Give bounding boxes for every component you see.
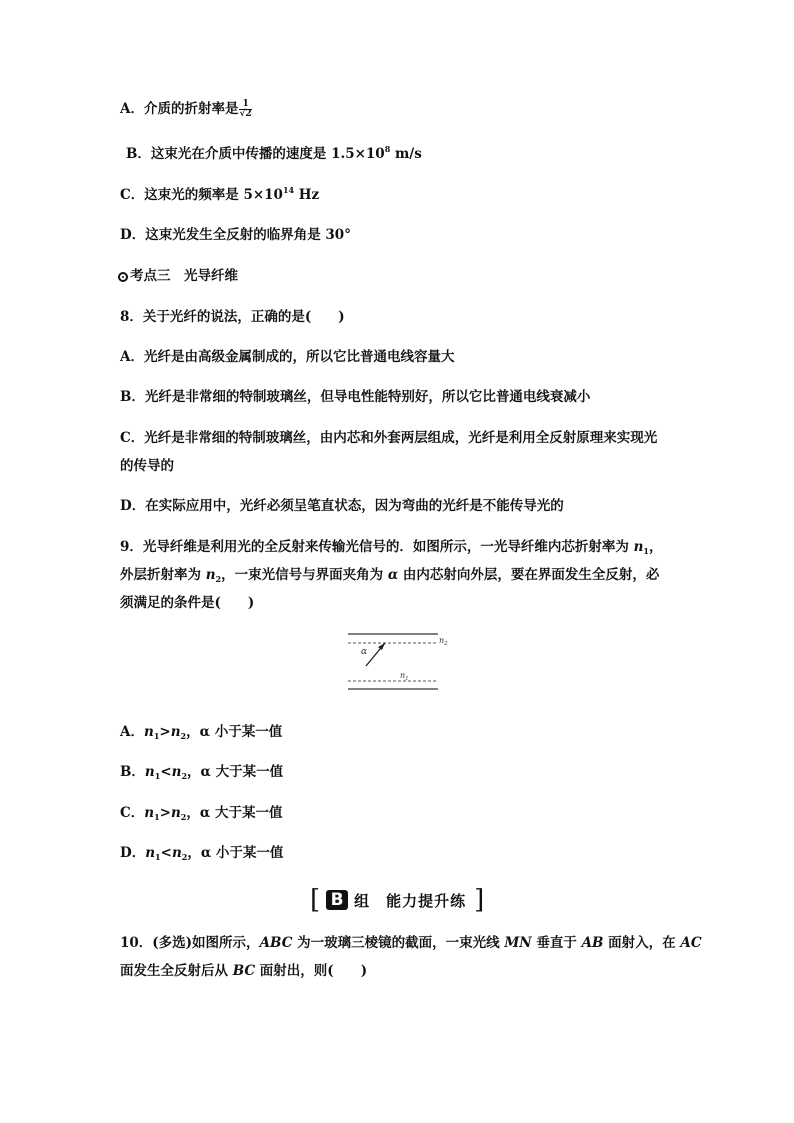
label-n1: $n_1$ — [400, 671, 409, 682]
option-sub: 1 — [153, 731, 160, 741]
q7-option-c-unit: Hz — [294, 187, 320, 203]
option-condition: α 大于某一值 — [200, 764, 284, 780]
q9-option-c — [120, 804, 282, 822]
option-var: n — [170, 724, 181, 740]
q9-option-d — [120, 844, 283, 862]
q9-var-sub: 2 — [215, 574, 222, 584]
q7-option-a-text: A．介质的折射率是 — [120, 101, 239, 117]
label-alpha: α — [361, 647, 368, 657]
q7-option-a — [120, 100, 252, 119]
q7-option-b — [126, 145, 422, 163]
q7-option-b-unit: m/s — [390, 146, 422, 162]
q9-stem-text: ， — [649, 539, 663, 555]
q10-text: 面发生全反射后从 — [120, 963, 233, 979]
q7-option-c-exponent: 14 — [282, 185, 295, 195]
option-sub: 1 — [154, 812, 160, 822]
option-relation: < — [160, 764, 172, 780]
q7-option-b-exponent: 8 — [384, 144, 391, 154]
q10-var: ABC — [259, 935, 293, 951]
q10-text: 垂直于 — [531, 935, 582, 951]
option-sub: 2 — [181, 771, 188, 781]
group-badge: B — [326, 890, 348, 910]
q9-stem-text: 外层折射率为 — [120, 567, 206, 583]
q7-option-d-text: D．这束光发生全反射的临界角是 30° — [120, 227, 351, 243]
option-letter: A． — [120, 724, 144, 740]
q9-option-b — [120, 763, 283, 781]
q10-var: BC — [232, 963, 256, 979]
q7-option-c — [120, 186, 319, 204]
q9-stem-line1 — [120, 538, 663, 556]
q8-stem: 8．关于光纤的说法，正确的是( ) — [120, 309, 345, 325]
q10-var: AC — [680, 935, 702, 951]
option-var: n — [144, 764, 155, 780]
label-n2: $n_2$ — [439, 636, 448, 647]
bracket-open: [ — [310, 885, 321, 915]
option-sep: ， — [187, 845, 201, 861]
target-icon — [118, 272, 128, 282]
q9-stem-text: ，一束光信号与界面夹角为 — [221, 567, 388, 583]
q10-stem-line2 — [120, 962, 367, 980]
q9-stem-text: 由内芯射向外层，要在界面发生全反射，必 — [398, 567, 660, 583]
option-relation: > — [159, 805, 171, 821]
option-condition: α 大于某一值 — [199, 805, 283, 821]
option-letter: C． — [120, 805, 145, 821]
option-var: n — [171, 845, 182, 861]
q7-option-b-text: B．这束光在介质中传播的速度是 1.5×10 — [126, 146, 385, 162]
q8-option-d: D．在实际应用中，光纤必须呈笔直状态，因为弯曲的光纤是不能传导光的 — [120, 498, 564, 514]
q10-text: 面射出，则( ) — [255, 963, 368, 979]
fraction-numerator: 1 — [239, 100, 251, 110]
option-condition: α 小于某一值 — [200, 845, 284, 861]
option-relation: > — [159, 724, 171, 740]
q9-option-a — [120, 723, 282, 741]
optical-fiber-diagram — [340, 628, 460, 694]
light-ray-arrow — [378, 643, 385, 650]
q7-option-c-text: C．这束光的频率是 5×10 — [120, 187, 283, 203]
q10-text: 为一玻璃三棱镜的截面，一束光线 — [292, 935, 505, 951]
section-title: 考点三 光导纤维 — [130, 268, 238, 284]
option-sep: ， — [186, 805, 200, 821]
q8-option-a: A．光纤是由高级金属制成的，所以它比普通电线容量大 — [120, 349, 455, 365]
section-heading — [118, 267, 238, 285]
option-sub: 1 — [154, 771, 161, 781]
option-relation: < — [160, 845, 172, 861]
q8-option-b: B．光纤是非常细的特制玻璃丝，但导电性能特别好，所以它比普通电线衰减小 — [120, 389, 591, 405]
option-condition: α 小于某一值 — [199, 724, 283, 740]
q10-stem-line1 — [120, 934, 702, 952]
group-b-heading — [310, 886, 484, 914]
option-sub: 2 — [180, 731, 187, 741]
bracket-close: ] — [474, 885, 485, 915]
option-sep: ， — [187, 764, 201, 780]
q9-var-alpha: α — [387, 567, 399, 583]
q8-option-c-line2: 的传导的 — [120, 458, 174, 474]
option-sub: 2 — [181, 852, 188, 862]
group-title: 组 能力提升练 — [354, 891, 467, 910]
q10-var: MN — [504, 935, 532, 951]
q9-var-n: n — [633, 539, 644, 555]
option-sub: 1 — [155, 852, 161, 862]
option-var: n — [145, 845, 156, 861]
option-var: n — [171, 764, 182, 780]
q7-option-a-fraction — [239, 100, 251, 119]
option-var: n — [143, 724, 154, 740]
option-letter: D． — [120, 845, 146, 861]
q7-option-d — [120, 226, 351, 244]
option-letter: B． — [120, 764, 145, 780]
q9-stem-line2 — [120, 566, 659, 584]
q10-var: AB — [581, 935, 604, 951]
q9-stem-line3: 须满足的条件是( ) — [120, 595, 255, 611]
q9-var-sub: 1 — [643, 546, 649, 556]
q8-option-c-line1: C．光纤是非常细的特制玻璃丝，由内芯和外套两层组成，光纤是利用全反射原理来实现光 — [120, 430, 658, 446]
q9-stem-text: 9．光导纤维是利用光的全反射来传输光信号的．如图所示，一光导纤维内芯折射率为 — [120, 539, 634, 555]
option-var: n — [144, 805, 155, 821]
q9-var-n: n — [205, 567, 216, 583]
fraction-denominator: √2 — [239, 109, 252, 119]
option-sub: 2 — [180, 812, 187, 822]
option-var: n — [170, 805, 181, 821]
q10-text: 面射入，在 — [603, 935, 681, 951]
option-sep: ， — [186, 724, 200, 740]
q10-text: 10．(多选)如图所示， — [120, 935, 260, 951]
